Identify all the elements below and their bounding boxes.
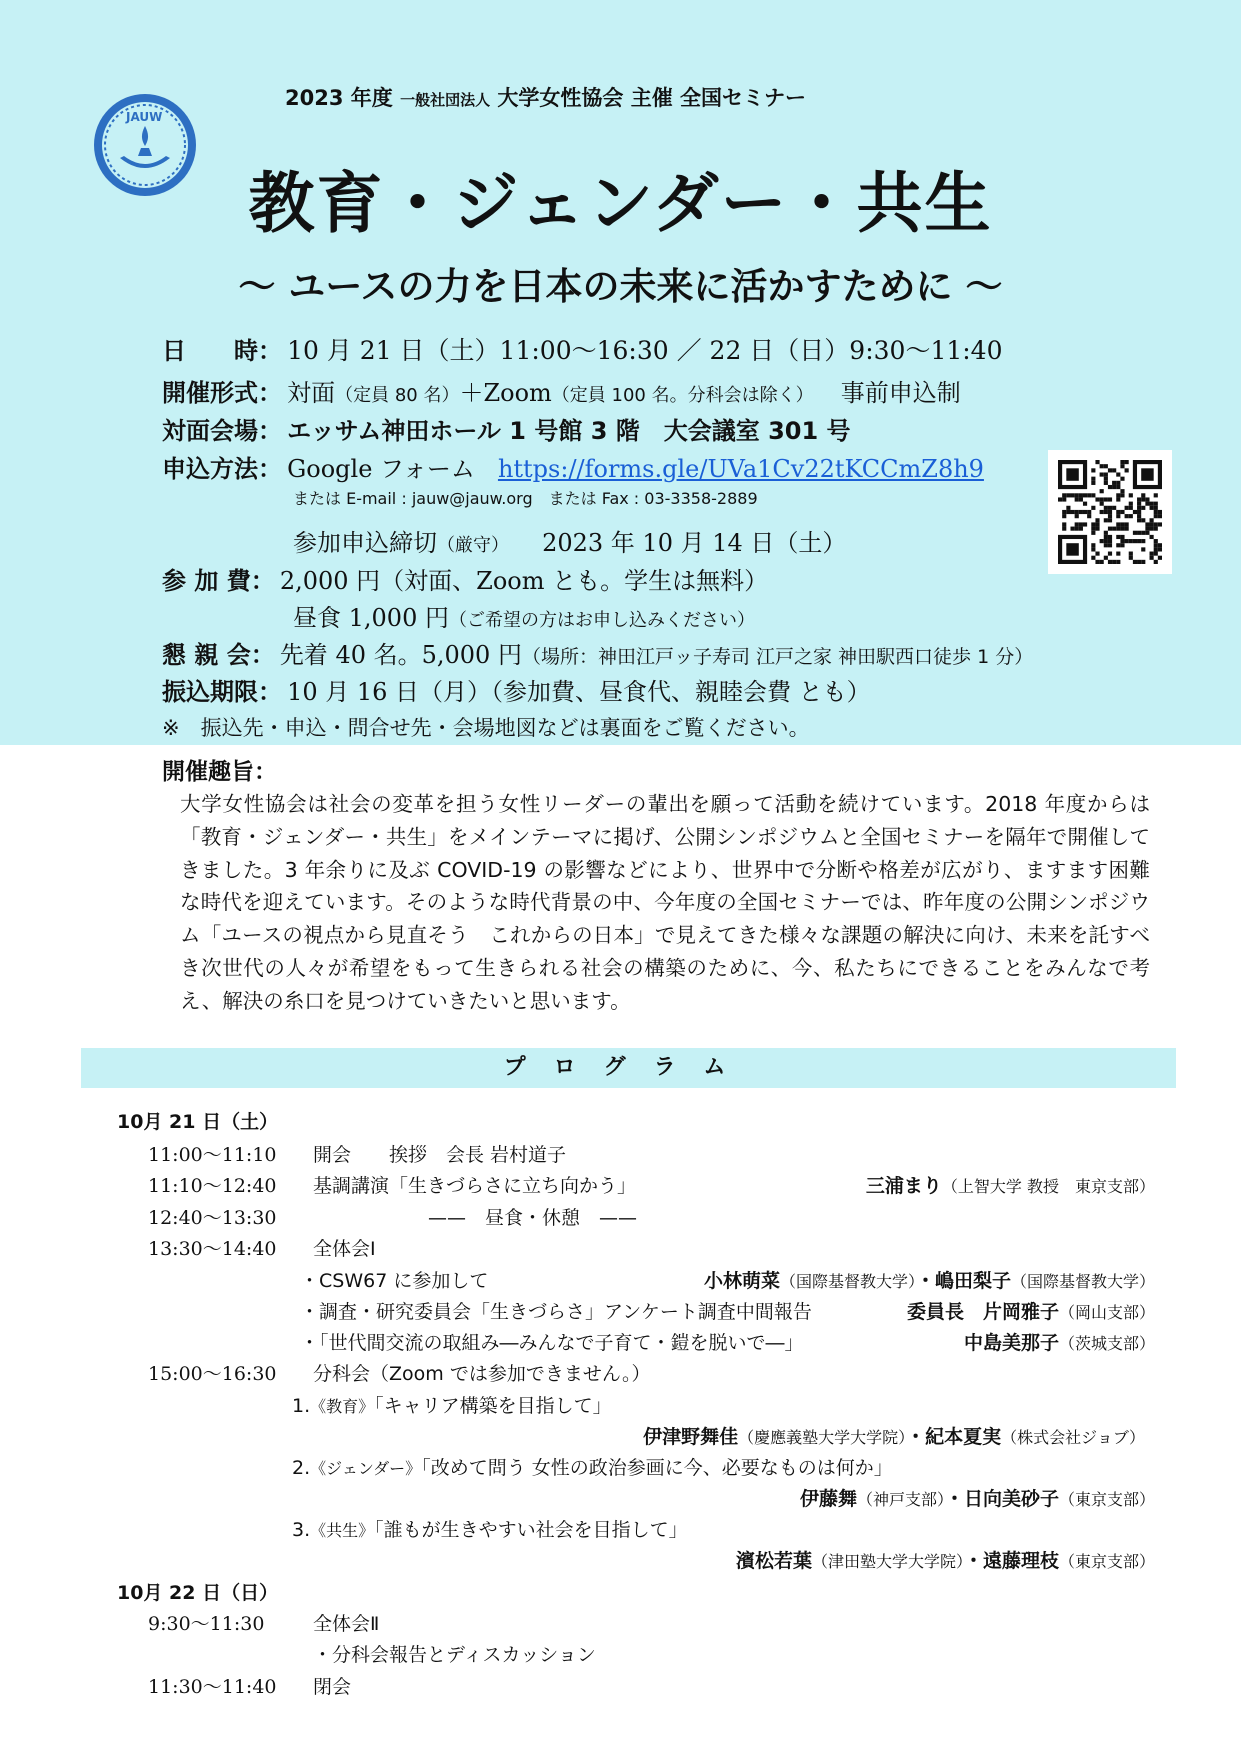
party-value: 先着 40 名。5,000 円 — [279, 641, 522, 669]
s3-aff1: （津田塾大学大学院） — [811, 1552, 964, 1571]
r7-text: ・「世代間交流の取組み―みんなで子育て・鎧を脱いで―」 — [300, 1332, 804, 1354]
r6-text: ・調査・研究委員会「生きづらさ」アンケート調査中間報告 — [300, 1301, 812, 1323]
program-title: プログラム — [503, 1055, 754, 1080]
s2-num: 2. — [292, 1457, 311, 1479]
format-value-4: （定員 100 名。分科会は除く） — [551, 385, 814, 406]
date-row — [162, 331, 1003, 367]
r5-speakers — [704, 1266, 1155, 1293]
payment-value: 10 月 16 日（月）（参加費、昼食代、親睦会費 とも） — [287, 678, 871, 706]
r3-time: 12:40～13:30 — [148, 1207, 277, 1229]
apply-label: 申込方法： — [162, 455, 282, 483]
session3-speakers — [736, 1546, 1155, 1573]
venue-row — [162, 411, 851, 446]
session2-title — [292, 1453, 893, 1480]
s3-name1: 濱松若葉 — [735, 1550, 812, 1572]
date-label: 日 時： — [162, 337, 282, 365]
s2-name2: ・日向美砂子 — [944, 1488, 1059, 1510]
r4-time: 13:30～14:40 — [148, 1238, 277, 1260]
apply-form-link[interactable]: https://forms.gle/UVa1Cv22tKCCmZ8h9 — [497, 455, 984, 483]
r2-time: 11:10～12:40 — [148, 1175, 277, 1197]
s3-title: 「誰もが生きやすい社会を目指して」 — [374, 1519, 688, 1541]
s3-name2: ・遠藤理枝 — [963, 1550, 1059, 1572]
session1-title — [292, 1391, 612, 1418]
session3-title — [292, 1515, 688, 1542]
party-place: （場所：神田江戸ッ子寿司 江戸之家 神田駅西口徒歩 1 分） — [521, 646, 1034, 668]
r7-speaker — [964, 1328, 1155, 1355]
r5-name1: 小林萌菜 — [703, 1270, 780, 1292]
program-header-bar — [81, 1048, 1176, 1088]
s2-aff2: （東京支部） — [1058, 1490, 1155, 1509]
d2r3-text: 閉会 — [313, 1676, 352, 1698]
s3-tag: 《共生》 — [310, 1521, 375, 1540]
fee-label: 参 加 費： — [162, 567, 275, 595]
s1-title: 「キャリア構築を目指して」 — [374, 1395, 612, 1417]
qr-code[interactable] — [1048, 450, 1172, 574]
purpose-heading: 開催趣旨： — [162, 759, 277, 785]
venue-label: 対面会場： — [162, 417, 282, 445]
page-subtitle: ～ ユースの力を日本の未来に活かすために ～ — [238, 265, 1003, 308]
fee-row — [162, 561, 768, 596]
d2r3-time: 11:30～11:40 — [148, 1676, 277, 1698]
r1-text: 開会 挨拶 会長 岩村道子 — [313, 1144, 567, 1166]
lunch-row — [293, 598, 755, 633]
party-row — [162, 635, 1033, 670]
r6-speaker — [907, 1297, 1155, 1324]
venue-value: エッサム神田ホール 1 号館 3 階 大会議室 301 号 — [287, 417, 851, 445]
r5-aff1: （国際基督教大学） — [779, 1272, 916, 1291]
session1-speakers — [643, 1422, 1145, 1449]
purpose-text: 大学女性協会は社会の変革を担う女性リーダーの輩出を願って活動を続けています。2018 年度からは「教育・ジェンダー・共生」をメインテーマに掲げ、公開シンポジウムと全国セミナーを隔年で開催してきました。3 年余りに及ぶ COVID-19 の影響などにより、世界中で分断や格差が広がり、ますます困難な時代を迎えています。そのような時代背景の中、今年度の全国セミナーでは、昨年度の公開シンポジウム「ユースの視点から見直そう これからの日本」で見えてきた様々な課題の解決に向け、未来を託すべき次世代の人々が希望をもって生きられる社会の構築のために、今、私たちにできることをみんなで考え、解決の糸口を見つけていきたいと思います。 — [180, 792, 1150, 1013]
s1-num: 1. — [292, 1395, 311, 1417]
fee-value: 2,000 円（対面、Zoom とも。学生は無料） — [279, 567, 769, 595]
deadline-row — [293, 523, 846, 558]
deadline-date: 2023 年 10 月 14 日（土） — [542, 529, 847, 557]
r2-affiliation: （上智大学 教授 東京支部） — [941, 1177, 1155, 1196]
format-row — [162, 373, 961, 408]
lunch-price: 昼食 1,000 円 — [293, 604, 449, 632]
session2-speakers — [800, 1484, 1155, 1511]
format-value-5: 事前申込制 — [840, 379, 961, 407]
format-value-2: （定員 80 名） — [335, 385, 460, 406]
sup-year: 2023 年度 — [285, 86, 393, 110]
lunch-note: （ご希望の方はお申し込みください） — [448, 610, 755, 631]
s2-aff1: （神戸支部） — [856, 1490, 945, 1509]
deadline-label: 参加申込締切 — [293, 529, 437, 557]
r6-aff: （岡山支部） — [1058, 1303, 1155, 1322]
payment-label: 振込期限： — [162, 678, 282, 706]
r4-text: 全体会Ⅰ — [313, 1238, 376, 1260]
format-label: 開催形式： — [162, 379, 282, 407]
r2-speaker — [866, 1171, 1155, 1198]
format-value-1: 対面 — [287, 379, 336, 407]
r8-text: 分科会（Zoom では参加できません。） — [313, 1363, 651, 1385]
s1-aff2: （株式会社ジョブ） — [1001, 1428, 1145, 1447]
reverse-side-note: ※ 振込先・申込・問合せ先・会場地図などは裏面をご覧ください。 — [162, 716, 810, 740]
s1-aff1: （慶應義塾大学大学院） — [738, 1428, 907, 1447]
day1-heading: 10月 21 日（土） — [117, 1111, 279, 1133]
s3-aff2: （東京支部） — [1058, 1552, 1155, 1571]
d2r1-time: 9:30～11:30 — [148, 1613, 265, 1635]
format-value-3: ＋Zoom — [459, 379, 552, 407]
payment-row — [162, 672, 871, 707]
sup-org: 大学女性協会 主催 全国セミナー — [497, 86, 807, 110]
apply-alt: または E-mail : jauw@jauw.org または Fax : 03-3358-2889 — [293, 489, 758, 508]
s2-title: 「改めて問う 女性の政治参画に今、必要なものは何か」 — [421, 1457, 893, 1479]
r5-name2: ・嶋田梨子 — [915, 1270, 1011, 1292]
r7-aff: （茨城支部） — [1058, 1334, 1155, 1353]
r6-name: 委員長 片岡雅子 — [906, 1301, 1059, 1323]
party-label: 懇 親 会： — [162, 641, 275, 669]
apply-google: Google フォーム — [287, 455, 475, 483]
r2-text: 基調講演「生きづらさに立ち向かう」 — [313, 1175, 637, 1197]
r7-name: 中島美那子 — [963, 1332, 1059, 1354]
day2-heading: 10月 22 日（日） — [117, 1582, 279, 1604]
r3-text: —— 昼食・休憩 —— — [428, 1207, 638, 1229]
r1-time: 11:00～11:10 — [148, 1144, 277, 1166]
r8-time: 15:00～16:30 — [148, 1363, 277, 1385]
apply-row — [162, 449, 984, 484]
s1-tag: 《教育》 — [310, 1397, 375, 1416]
logo-text: JAUW — [126, 110, 163, 124]
r2-name: 三浦まり — [865, 1175, 942, 1197]
r5-text: ・CSW67 に参加して — [300, 1270, 489, 1292]
date-value: 10 月 21 日（土）11:00～16:30 ／ 22 日（日）9:30～11:40 — [287, 336, 1003, 365]
page-title: 教育・ジェンダー・共生 — [248, 165, 993, 242]
s1-name1: 伊津野舞佳 — [643, 1426, 739, 1448]
d2r1-text: 全体会Ⅱ — [313, 1613, 380, 1635]
s3-num: 3. — [292, 1519, 311, 1541]
deadline-strict: （厳守） — [437, 535, 509, 556]
organizer-line — [285, 82, 806, 112]
d2r2-text: ・分科会報告とディスカッション — [313, 1644, 596, 1666]
s1-name2: ・紀本夏実 — [906, 1426, 1002, 1448]
s2-name1: 伊藤舞 — [799, 1488, 857, 1510]
r5-aff2: （国際基督教大学） — [1010, 1272, 1155, 1291]
s2-tag: 《ジェンダー》 — [310, 1459, 422, 1478]
sup-org-type: 一般社団法人 — [400, 91, 491, 109]
